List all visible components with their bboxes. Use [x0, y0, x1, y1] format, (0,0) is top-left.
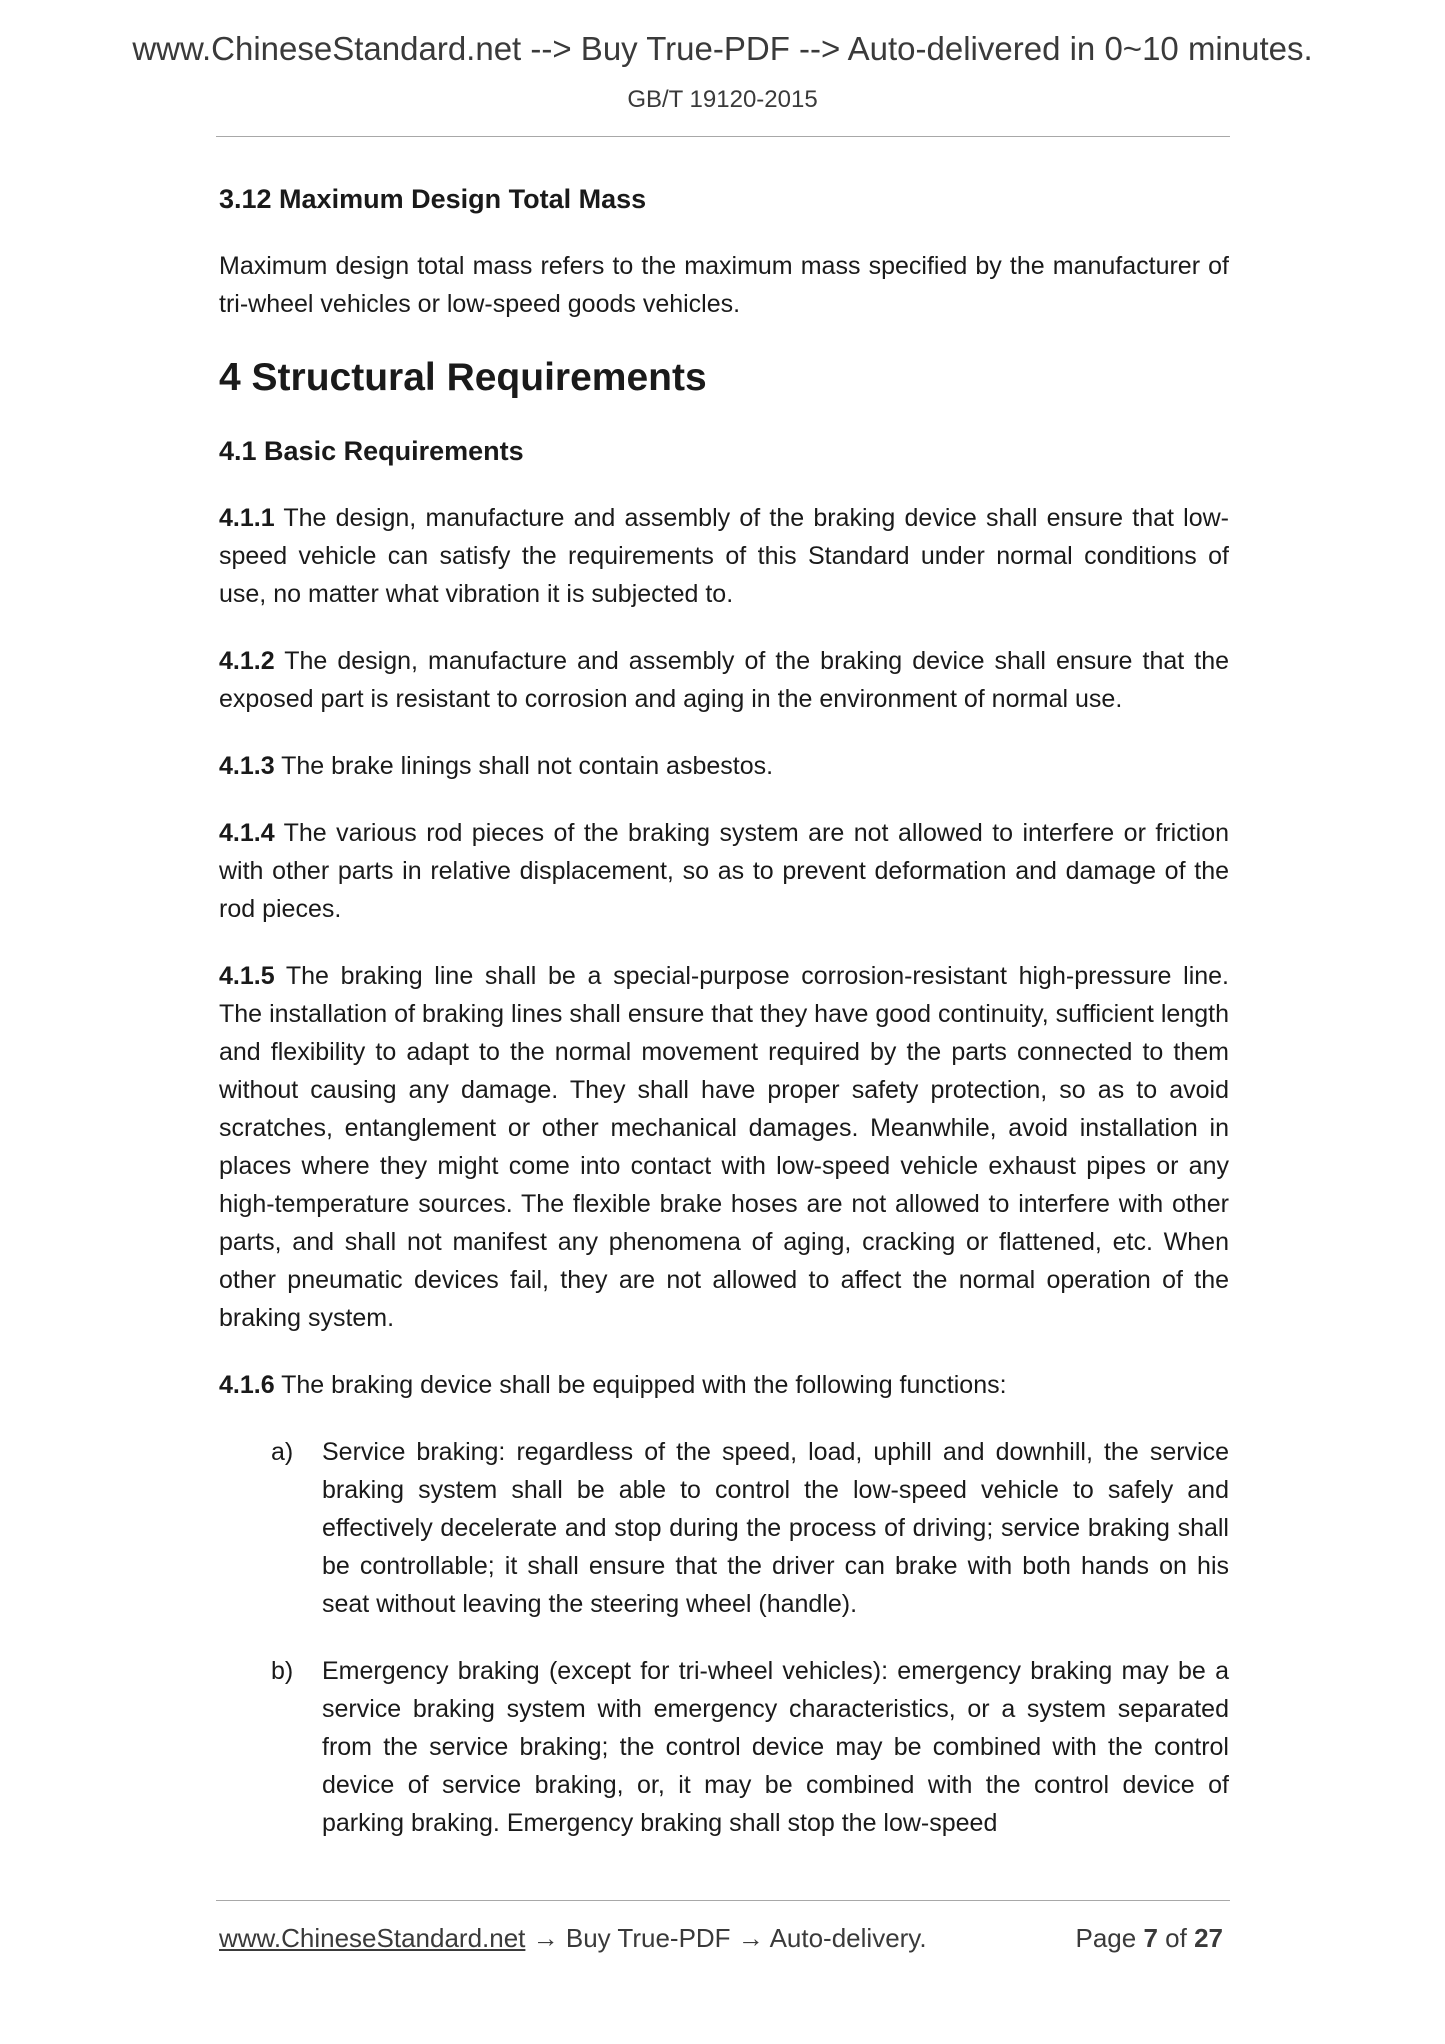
clause-text: The design, manufacture and assembly of the braking device shall ensure that the exposed part is resistant to corrosion and aging in the environment of normal use. — [219, 647, 1229, 713]
header-divider — [216, 136, 1230, 137]
page-indicator — [1075, 1923, 1223, 1954]
clause-text: The various rod pieces of the braking system are not allowed to interfere or friction with other parts in relative displacement, so as to prevent deformation and damage of the rod pieces. — [219, 819, 1229, 923]
list-item-b — [219, 1652, 1229, 1842]
page-word: Page — [1075, 1923, 1137, 1953]
clause-4-1-2 — [219, 642, 1229, 718]
clause-number: 4.1.4 — [219, 819, 275, 847]
clause-4-1-4 — [219, 814, 1229, 928]
footer-link[interactable]: www.ChineseStandard.net — [219, 1923, 526, 1953]
clause-text: The braking line shall be a special-purpose corrosion-resistant high-pressure line. The installation of braking lines shall ensure that they have good continuity, sufficient length and flexibility to adapt to the normal movement required by the parts connected to them without causing any damage. They shall have proper safety protection, so as to avoid scratches, entanglement or other mechanical damages. Meanwhile, avoid installation in places where they might come into contact with low-speed vehicle exhaust pipes or any high-temperature sources. The flexible brake hoses are not allowed to interfere with other parts, and shall not manifest any phenomena of aging, cracking or flattened, etc. When other pneumatic devices fail, they are not allowed to affect the normal operation of the braking system. — [219, 962, 1230, 1332]
clause-4-1-3 — [219, 747, 1229, 785]
clause-number: 4.1.5 — [219, 962, 275, 990]
clause-number: 4.1.6 — [219, 1371, 275, 1399]
list-label: b) — [271, 1657, 294, 1685]
page-total: 27 — [1194, 1923, 1223, 1953]
clause-text: The braking device shall be equipped with the following functions: — [281, 1371, 1007, 1399]
section-3-12-title: 3.12 Maximum Design Total Mass — [219, 184, 647, 214]
clause-text: The design, manufacture and assembly of the braking device shall ensure that low-speed vehicle can satisfy the requirements of this Standard under normal conditions of use, no matter what vibration it is subjected to. — [219, 504, 1229, 608]
footer-delivery-text: → Buy True-PDF → Auto-delivery. — [525, 1923, 927, 1953]
list-text: Emergency braking (except for tri-wheel vehicles): emergency braking may be a service braking system with emergency characteristics, or a system separated from the service braking; the control device may be combined with the control device of service braking, or, it may be combined with the control device of parking braking. Emergency braking shall stop the low-speed — [322, 1657, 1229, 1837]
section-4-1-title: 4.1 Basic Requirements — [219, 436, 524, 466]
list-item-a — [219, 1433, 1229, 1623]
page-number: 7 — [1143, 1923, 1158, 1953]
list-label: a) — [271, 1438, 294, 1466]
top-banner: www.ChineseStandard.net --> Buy True-PDF --> Auto-delivered in 0~10 minutes. — [132, 30, 1313, 67]
page-content — [219, 180, 1229, 1871]
clause-4-1-1 — [219, 499, 1229, 613]
clause-number: 4.1.3 — [219, 752, 275, 780]
of-word: of — [1165, 1923, 1187, 1953]
clause-number: 4.1.1 — [219, 504, 275, 532]
footer-divider — [216, 1900, 1230, 1901]
clause-4-1-6 — [219, 1366, 1229, 1404]
clause-text: The brake linings shall not contain asbestos. — [281, 752, 774, 780]
section-4-title: 4 Structural Requirements — [219, 356, 707, 399]
clause-4-1-5 — [219, 957, 1229, 1337]
clause-number: 4.1.2 — [219, 647, 275, 675]
list-text: Service braking: regardless of the speed, load, uphill and downhill, the service braking system shall be able to control the low-speed vehicle to safely and effectively decelerate and stop during the process of driving; service braking shall be controllable; it shall ensure that the driver can brake with both hands on his seat without leaving the steering wheel (handle). — [322, 1438, 1229, 1618]
document-code: GB/T 19120-2015 — [627, 86, 818, 113]
footer-delivery — [219, 1923, 927, 1954]
section-3-12-text: Maximum design total mass refers to the maximum mass specified by the manufacturer of tri-wheel vehicles or low-speed goods vehicles. — [219, 252, 1229, 318]
